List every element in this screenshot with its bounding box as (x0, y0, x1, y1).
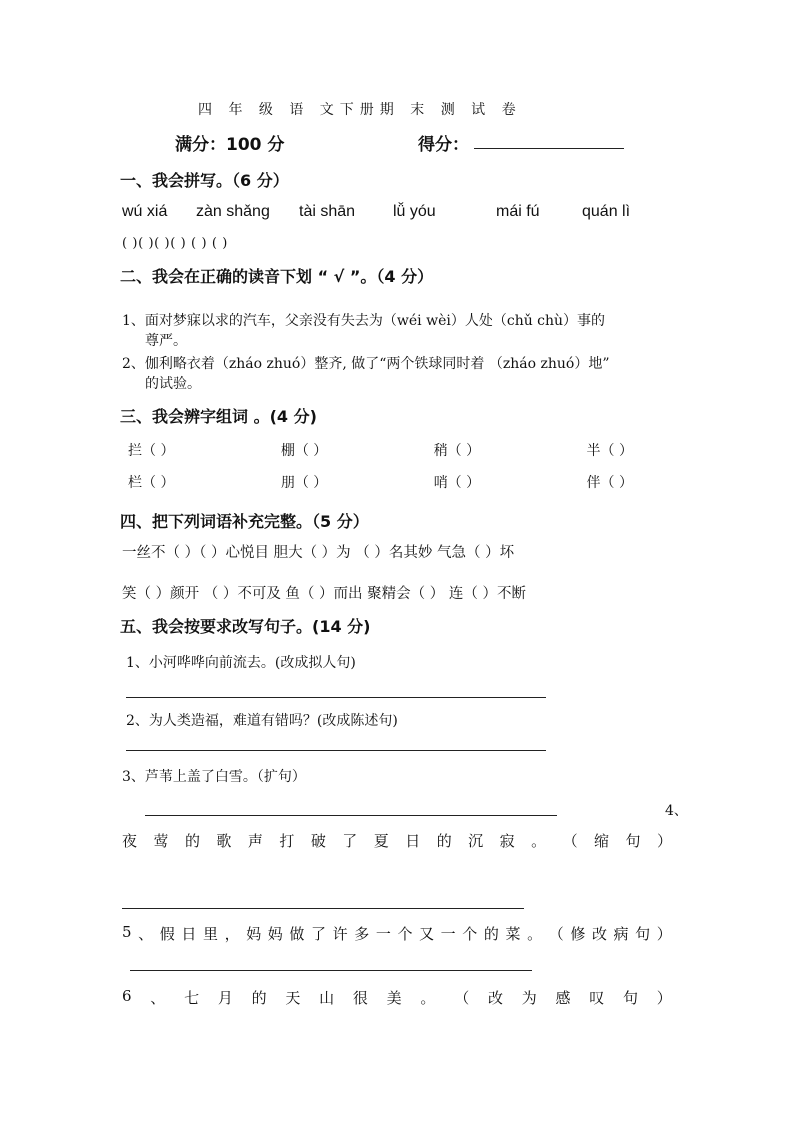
idiom-line-1[interactable]: 一丝不（ ）（ ）心悦目 胆大（ ）为 （ ）名其妙 气急（ ）坏 (122, 545, 515, 561)
sentence-char: 歌 (216, 832, 232, 850)
idiom-line-2[interactable]: 笑（ ）颜开 （ ）不可及 鱼（ ）而出 聚精会（ ） 连（ ）不断 (122, 586, 526, 602)
sentence-char: 天 (285, 989, 301, 1007)
section-1-heading: 一、我会拼写。（6 分） (120, 171, 289, 190)
sentence-char: ） (656, 989, 672, 1007)
sentence-char: ， (224, 925, 240, 943)
sentence-char: 做 (289, 925, 305, 943)
sentence-char: 的 (436, 832, 452, 850)
sentence-char: 改 (487, 989, 503, 1007)
sentence-char: 。 (527, 925, 543, 943)
sentence-char: 寂 (499, 832, 515, 850)
sentence-char: 为 (521, 989, 537, 1007)
score-label: 得分： (418, 135, 469, 155)
question-5-4-number: 4、 (665, 803, 688, 819)
sentence-char: 感 (555, 989, 571, 1007)
section-2-heading: 二、我会在正确的读音下划 “ √ ”。（4 分） (120, 267, 434, 286)
pinyin-item: wú xiá (122, 203, 168, 220)
word-group-item[interactable]: 拦（ ） (128, 443, 175, 459)
word-group-item[interactable]: 伴（ ） (586, 475, 633, 491)
sentence-char: 夏 (373, 832, 389, 850)
question-5-3: 3、芦苇上盖了白雪。（扩句） (122, 769, 306, 785)
sentence-char: 又 (419, 925, 435, 943)
question-5-2: 2、为人类造福，难道有错吗？(改成陈述句) (126, 713, 398, 729)
question-2-1: 1、面对梦寐以求的汽车，父亲没有失去为（wéi wèi）人处（chǔ chù）事的 (122, 313, 606, 329)
sentence-char: 5 (122, 923, 132, 941)
sentence-char: 句 (625, 832, 641, 850)
sentence-char: 的 (251, 989, 267, 1007)
pinyin-item: mái fú (496, 203, 540, 220)
exam-title: 四 年 级 语 文下册期 末 测 试 卷 (198, 102, 522, 118)
sentence-char: 月 (217, 989, 233, 1007)
sentence-char: 七 (184, 989, 200, 1007)
sentence-char: 个 (462, 925, 478, 943)
sentence-char: 、 (150, 989, 166, 1007)
word-group-row (128, 472, 633, 492)
sentence-char: 病 (613, 925, 629, 943)
word-group-item[interactable]: 哨（ ） (433, 475, 481, 491)
sentence-char: 里 (202, 925, 218, 943)
sentence-char: 妈 (267, 925, 283, 943)
section-5-heading: 五、我会按要求改写句子。(14 分) (120, 617, 371, 636)
sentence-char: 一 (440, 925, 456, 943)
sentence-char: 妈 (246, 925, 262, 943)
word-group-item[interactable]: 朋（ ） (280, 475, 328, 491)
sentence-char: 叹 (589, 989, 605, 1007)
sentence-char: 许 (332, 925, 348, 943)
question-2-2-cont: 的试验。 (145, 376, 201, 392)
sentence-char: 菜 (505, 925, 521, 943)
sentence-char: 假 (159, 925, 175, 943)
answer-line[interactable] (126, 750, 546, 751)
sentence-char: ） (656, 925, 672, 943)
question-2-1-cont: 尊严。 (145, 333, 187, 349)
sentence-char: 美 (386, 989, 402, 1007)
question-5-1: 1、小河哗哗向前流去。(改成拟人句) (126, 655, 356, 671)
sentence-char: （ (454, 989, 470, 1007)
sentence-char: 缩 (594, 832, 610, 850)
sentence-char: 日 (181, 925, 197, 943)
section-3-heading: 三、我会辨字组词 。(4 分) (120, 407, 317, 426)
sentence-char: 的 (483, 925, 499, 943)
sentence-char: 改 (591, 925, 607, 943)
sentence-char: 了 (342, 832, 358, 850)
word-group-item[interactable]: 棚（ ） (280, 443, 328, 459)
sentence-char: 多 (354, 925, 370, 943)
sentence-char: 声 (247, 832, 263, 850)
sentence-char: （ (562, 832, 578, 850)
sentence-char: 夜 (122, 832, 138, 850)
answer-line[interactable] (126, 697, 546, 698)
question-5-5 (122, 923, 672, 944)
sentence-char: 莺 (153, 832, 169, 850)
question-5-4 (122, 830, 672, 851)
question-5-6 (122, 987, 672, 1008)
sentence-char: 打 (279, 832, 295, 850)
pinyin-item: lǚ yóu (393, 203, 436, 220)
sentence-char: 修 (570, 925, 586, 943)
sentence-char: 沉 (468, 832, 484, 850)
sentence-char: 个 (397, 925, 413, 943)
answer-line[interactable] (145, 815, 557, 816)
sentence-char: 。 (420, 989, 436, 1007)
word-group-item[interactable]: 稍（ ） (433, 443, 481, 459)
sentence-char: ） (656, 832, 672, 850)
answer-line[interactable] (130, 970, 532, 971)
word-group-item[interactable]: 栏（ ） (128, 475, 175, 491)
question-2-2: 2、伽利略衣着（zháo zhuó）整齐, 做了“两个铁球同时着 （zháo zhuó）地” (122, 356, 610, 372)
word-group-row (128, 440, 633, 460)
full-score: 满分：100 分 (175, 135, 285, 155)
sentence-char: 一 (375, 925, 391, 943)
score-blank-line[interactable] (474, 148, 624, 149)
section-4-heading: 四、把下列词语补充完整。（5 分） (120, 512, 369, 531)
pinyin-item: quán lì (582, 203, 631, 220)
sentence-char: 很 (352, 989, 368, 1007)
sentence-char: 、 (138, 925, 154, 943)
pinyin-item: zàn shǎng (196, 203, 270, 220)
sentence-char: 的 (184, 832, 200, 850)
pinyin-item: tài shān (299, 203, 356, 220)
sentence-char: 6 (122, 987, 132, 1005)
sentence-char: 。 (531, 832, 547, 850)
sentence-char: 山 (319, 989, 335, 1007)
answer-line[interactable] (122, 908, 524, 909)
sentence-char: 了 (311, 925, 327, 943)
sentence-char: 句 (635, 925, 651, 943)
word-group-item[interactable]: 半（ ） (586, 443, 633, 459)
sentence-char: 日 (405, 832, 421, 850)
sentence-char: 句 (623, 989, 639, 1007)
sentence-char: （ (548, 925, 564, 943)
sentence-char: 破 (310, 832, 326, 850)
answer-blanks[interactable]: ( )( )( )( ) ( ) ( ) (122, 236, 228, 251)
